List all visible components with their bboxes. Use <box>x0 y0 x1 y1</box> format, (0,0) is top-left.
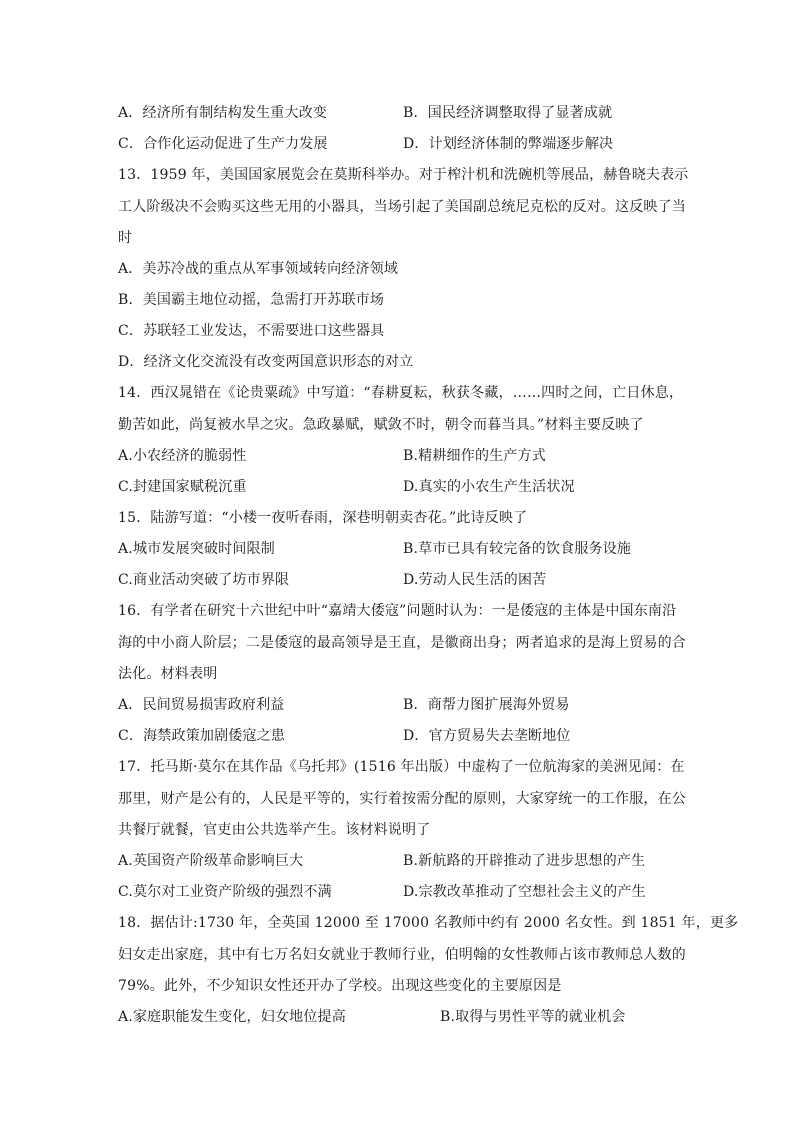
q17-option-d: D.宗教改革推动了空想社会主义的产生 <box>403 884 646 900</box>
q12-option-a: A．经济所有制结构发生重大改变 <box>118 105 328 121</box>
q13-stem-line1: 13．1959 年，美国国家展览会在莫斯科举办。对于榨汁机和洗碗机等展品，赫鲁晓夫表示 <box>118 167 689 183</box>
q14-stem-line2: 勤苦如此，尚复被水旱之灾。急政暴赋，赋敛不时，朝令而暮当具。”材料主要反映了 <box>118 417 644 433</box>
q17-option-c: C.莫尔对工业资产阶级的强烈不满 <box>118 884 332 900</box>
q17-stem-line2: 那里，财产是公有的，人民是平等的，实行着按需分配的原则，大家穿统一的工作服，在公 <box>118 791 686 807</box>
q14-option-d: D.真实的小农生产生活状况 <box>403 479 575 495</box>
q13-stem-line3: 时 <box>118 230 133 246</box>
q14-option-a: A.小农经济的脆弱性 <box>118 448 247 464</box>
q12-option-d: D．计划经济体制的弊端逐步解决 <box>403 136 614 152</box>
q15-option-a: A.城市发展突破时间限制 <box>118 541 275 557</box>
q15-option-d: D.劳动人民生活的困苦 <box>403 572 547 588</box>
q16-option-a: A．民间贸易损害政府利益 <box>118 697 285 713</box>
q18-option-b: B.取得与男性平等的就业机会 <box>440 1009 626 1025</box>
q17-stem-line1: 17．托马斯·莫尔在其作品《乌托邦》(1516 年出版）中虚构了一位航海家的美洲见闻：在 <box>118 759 685 775</box>
q18-option-a: A.家庭职能发生变化，妇女地位提高 <box>118 1009 346 1025</box>
q13-option-c: C．苏联轻工业发达，不需要进口这些器具 <box>118 323 385 339</box>
q15-stem-line1: 15．陆游写道：“小楼一夜听春雨，深巷明朝卖杏花。”此诗反映了 <box>118 510 528 526</box>
q18-stem-line1: 18．据估计:1730 年，全英国 12000 至 17000 名教师中约有 2000 名女性。到 1851 年，更多 <box>118 915 739 931</box>
q18-stem-line3: 79%。此外，不少知识女性还开办了学校。出现这些变化的主要原因是 <box>118 978 562 994</box>
q17-option-a: A.英国资产阶级革命影响巨大 <box>118 853 304 869</box>
q16-option-d: D．官方贸易失去垄断地位 <box>403 728 571 744</box>
q15-option-b: B.草市已具有较完备的饮食服务设施 <box>403 541 632 557</box>
q14-option-c: C.封建国家赋税沉重 <box>118 479 247 495</box>
q16-stem-line2: 海的中小商人阶层；二是倭寇的最高领导是王直，是徽商出身；两者追求的是海上贸易的合 <box>118 635 686 651</box>
q14-stem-line1: 14．西汉晁错在《论贵粟疏》中写道：“春耕夏耘，秋获冬藏，……四时之间，亡日休息， <box>118 385 684 401</box>
q16-stem-line1: 16．有学者在研究十六世纪中叶“嘉靖大倭寇”问题时认为：一是倭寇的主体是中国东南沿 <box>118 603 677 619</box>
q13-option-d: D．经济文化交流没有改变两国意识形态的对立 <box>118 354 414 370</box>
q13-option-b: B．美国霸主地位动摇，急需打开苏联市场 <box>118 292 385 308</box>
q17-stem-line3: 共餐厅就餐，官吏由公共选举产生。该材料说明了 <box>118 822 431 838</box>
q12-option-b: B．国民经济调整取得了显著成就 <box>403 105 613 121</box>
q15-option-c: C.商业活动突破了坊市界限 <box>118 572 290 588</box>
q16-stem-line3: 法化。材料表明 <box>118 666 218 682</box>
q13-stem-line2: 工人阶级决不会购买这些无用的小器具，当场引起了美国副总统尼克松的反对。这反映了当 <box>118 199 686 215</box>
q16-option-b: B．商帮力图扩展海外贸易 <box>403 697 570 713</box>
q16-option-c: C．海禁政策加剧倭寇之患 <box>118 728 286 744</box>
q17-option-b: B.新航路的开辟推动了进步思想的产生 <box>403 853 646 869</box>
q13-option-a: A．美苏冷战的重点从军事领域转向经济领域 <box>118 261 399 277</box>
q12-option-c: C．合作化运动促进了生产力发展 <box>118 136 328 152</box>
q18-stem-line2: 妇女走出家庭，其中有七万名妇女就业于教师行业，伯明翰的女性教师占该市教师总人数的 <box>118 947 686 963</box>
q14-option-b: B.精耕细作的生产方式 <box>403 448 546 464</box>
